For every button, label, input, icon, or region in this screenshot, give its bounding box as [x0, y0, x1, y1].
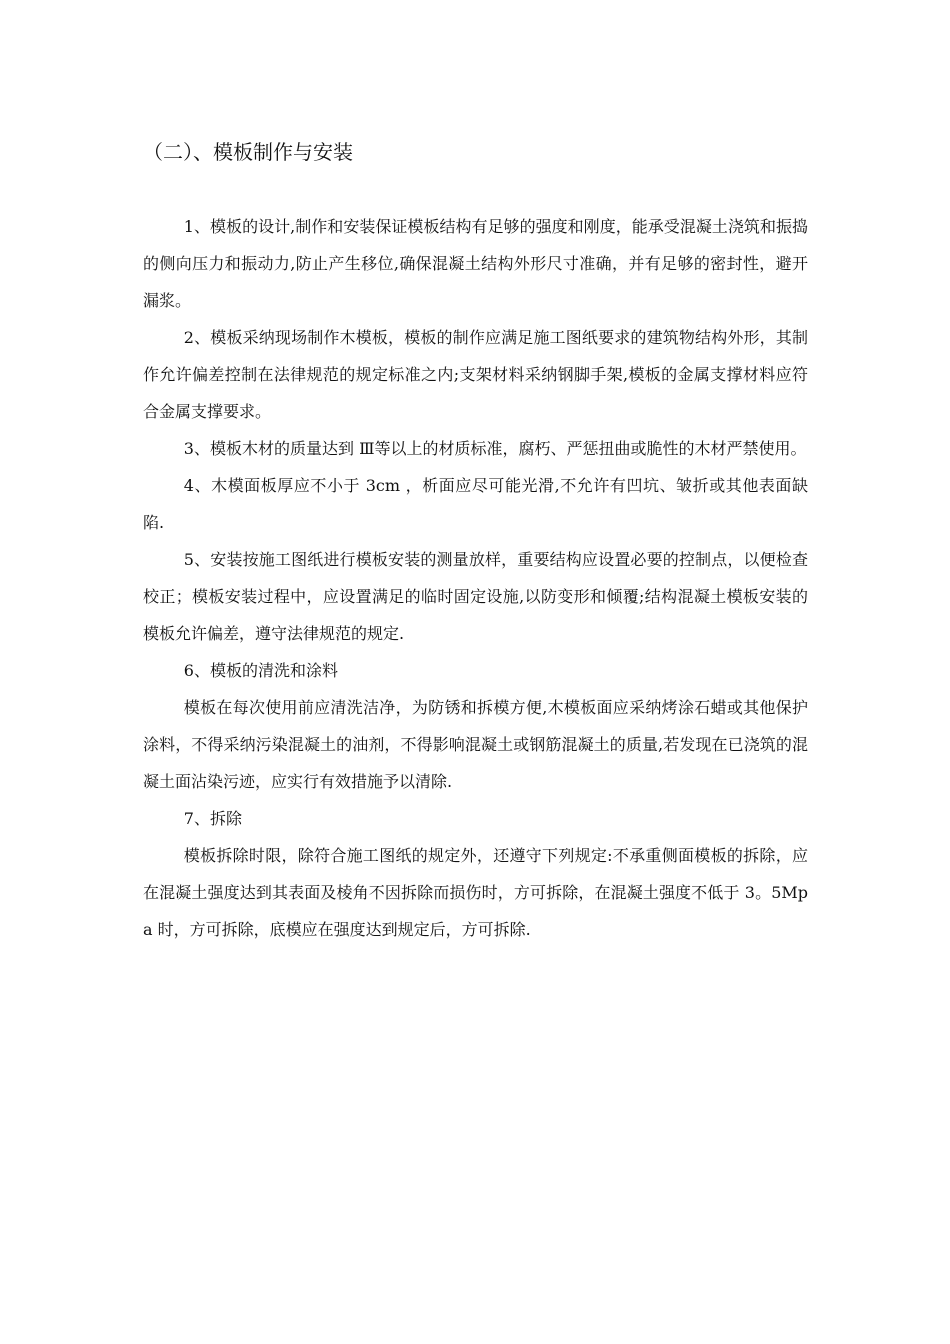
document-body — [143, 208, 808, 948]
paragraph-6-cleaning-heading: 6、模板的清洗和涂料 — [183, 661, 338, 680]
paragraph-5-installation: 5、安装按施工图纸进行模板安装的测量放样，重要结构应设置必要的控制点，以便检查校正；模板安装过程中，应设置满足的临时固定设施,以防变形和倾覆;结构混凝土模板安装的模板允许偏差，遵守法律规范的规定. — [143, 550, 808, 643]
paragraph-3-timber-quality: 3、模板木材的质量达到 Ⅲ等以上的材质标准，腐朽、严惩扭曲或脆性的木材严禁使用。 — [183, 439, 807, 458]
paragraph-6-cleaning-body: 模板在每次使用前应清洗洁净，为防锈和拆模方便,木模板面应采纳烤涂石蜡或其他保护涂料，不得采纳污染混凝土的油剂，不得影响混凝土或钢筋混凝土的质量,若发现在已浇筑的混凝土面沾染污迹，应实行有效措施予以清除. — [143, 698, 808, 791]
paragraph-2-fabrication: 2、模板采纳现场制作木模板，模板的制作应满足施工图纸要求的建筑物结构外形，其制作允许偏差控制在法律规范的规定标准之内;支架材料采纳钢脚手架,模板的金属支撑材料应符合金属支撑要求。 — [143, 328, 808, 421]
section-heading: （二）、模板制作与安装 — [143, 140, 353, 164]
paragraph-1-design: 1、模板的设计,制作和安装保证模板结构有足够的强度和刚度，能承受混凝土浇筑和振捣的侧向压力和振动力,防止产生移位,确保混凝土结构外形尺寸准确，并有足够的密封性，避开漏浆。 — [143, 217, 808, 310]
paragraph-7-removal-heading: 7、拆除 — [183, 809, 242, 828]
paragraph-4-panel-thickness: 4、木模面板厚应不小于 3cm ，析面应尽可能光滑,不允许有凹坑、皱折或其他表面缺陷. — [143, 476, 808, 532]
paragraph-7-removal-body: 模板拆除时限，除符合施工图纸的规定外，还遵守下列规定:不承重侧面模板的拆除，应在混凝土强度达到其表面及棱角不因拆除而损伤时，方可拆除，在混凝土强度不低于 3。5Mpa 时，方可拆除，底模应在强度达到规定后，方可拆除. — [143, 846, 808, 939]
